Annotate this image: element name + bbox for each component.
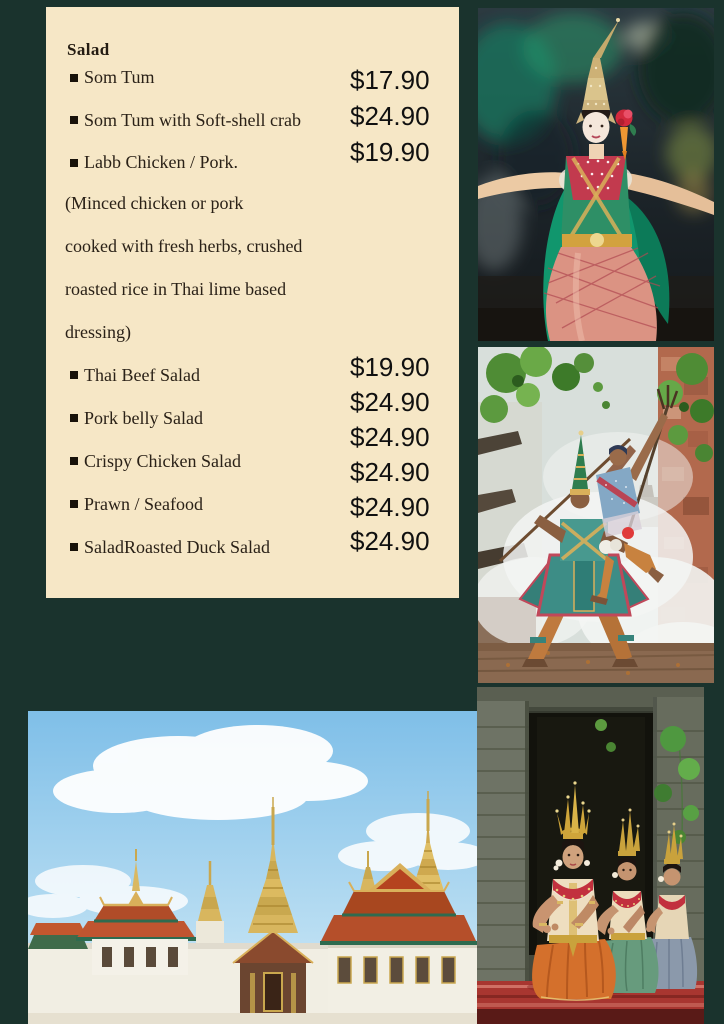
price: $24.90 [350,422,430,453]
description-line: (Minced chicken or pork [65,193,244,213]
bullet-square-icon [70,457,78,465]
description-line: dressing) [65,322,131,342]
price: $24.90 [350,491,430,522]
apsara-dancers-photo [477,687,704,1024]
salad-menu-panel [46,7,459,598]
grand-palace-photo [28,711,477,1024]
description-line: roasted rice in Thai lime based [65,279,287,299]
price: $24.90 [350,387,430,418]
bullet-square-icon [70,74,78,82]
menu-item [70,483,270,526]
menu-item [70,354,270,397]
menu-items-group2 [70,354,270,569]
price: $24.90 [350,100,430,131]
bullet-square-icon [70,371,78,379]
grand-palace-illustration [28,711,477,1024]
menu-item-label: SaladRoasted Duck Salad [84,536,270,557]
menu-item-label: Som Tum with Soft-shell crab [84,109,302,130]
menu-item [70,440,270,483]
menu-item-label: Prawn / Seafood [84,493,203,514]
menu-item-label: Pork belly Salad [84,407,203,428]
price: $17.90 [350,64,430,95]
khon-dancers-illustration [478,347,714,683]
price: $24.90 [350,526,430,557]
menu-item [70,57,301,100]
description-line: cooked with fresh herbs, crushed [65,236,303,256]
menu-item [70,526,270,569]
price: $19.90 [350,137,430,168]
menu-item [70,99,301,142]
bullet-square-icon [70,159,78,167]
section-title: Salad [67,40,110,60]
thai-dancer-photo [478,8,714,341]
apsara-dancers-illustration [477,687,704,1024]
bullet-square-icon [70,414,78,422]
menu-item [70,142,301,185]
khon-dancers-photo [478,347,714,683]
dish-description [65,182,302,354]
price-column-group2 [350,351,430,560]
price: $19.90 [350,352,430,383]
bullet-square-icon [70,543,78,551]
menu-item-label: Crispy Chicken Salad [84,450,241,471]
menu-item-label: Thai Beef Salad [84,364,200,385]
menu-item [70,397,270,440]
price: $24.90 [350,456,430,487]
thai-dancer-illustration [478,8,714,341]
menu-item-label: Labb Chicken / Pork. [84,152,238,173]
menu-items-group1 [70,57,301,185]
bullet-square-icon [70,500,78,508]
menu-item-label: Som Tum [84,67,155,88]
bullet-square-icon [70,116,78,124]
price-column-group1 [350,62,430,171]
